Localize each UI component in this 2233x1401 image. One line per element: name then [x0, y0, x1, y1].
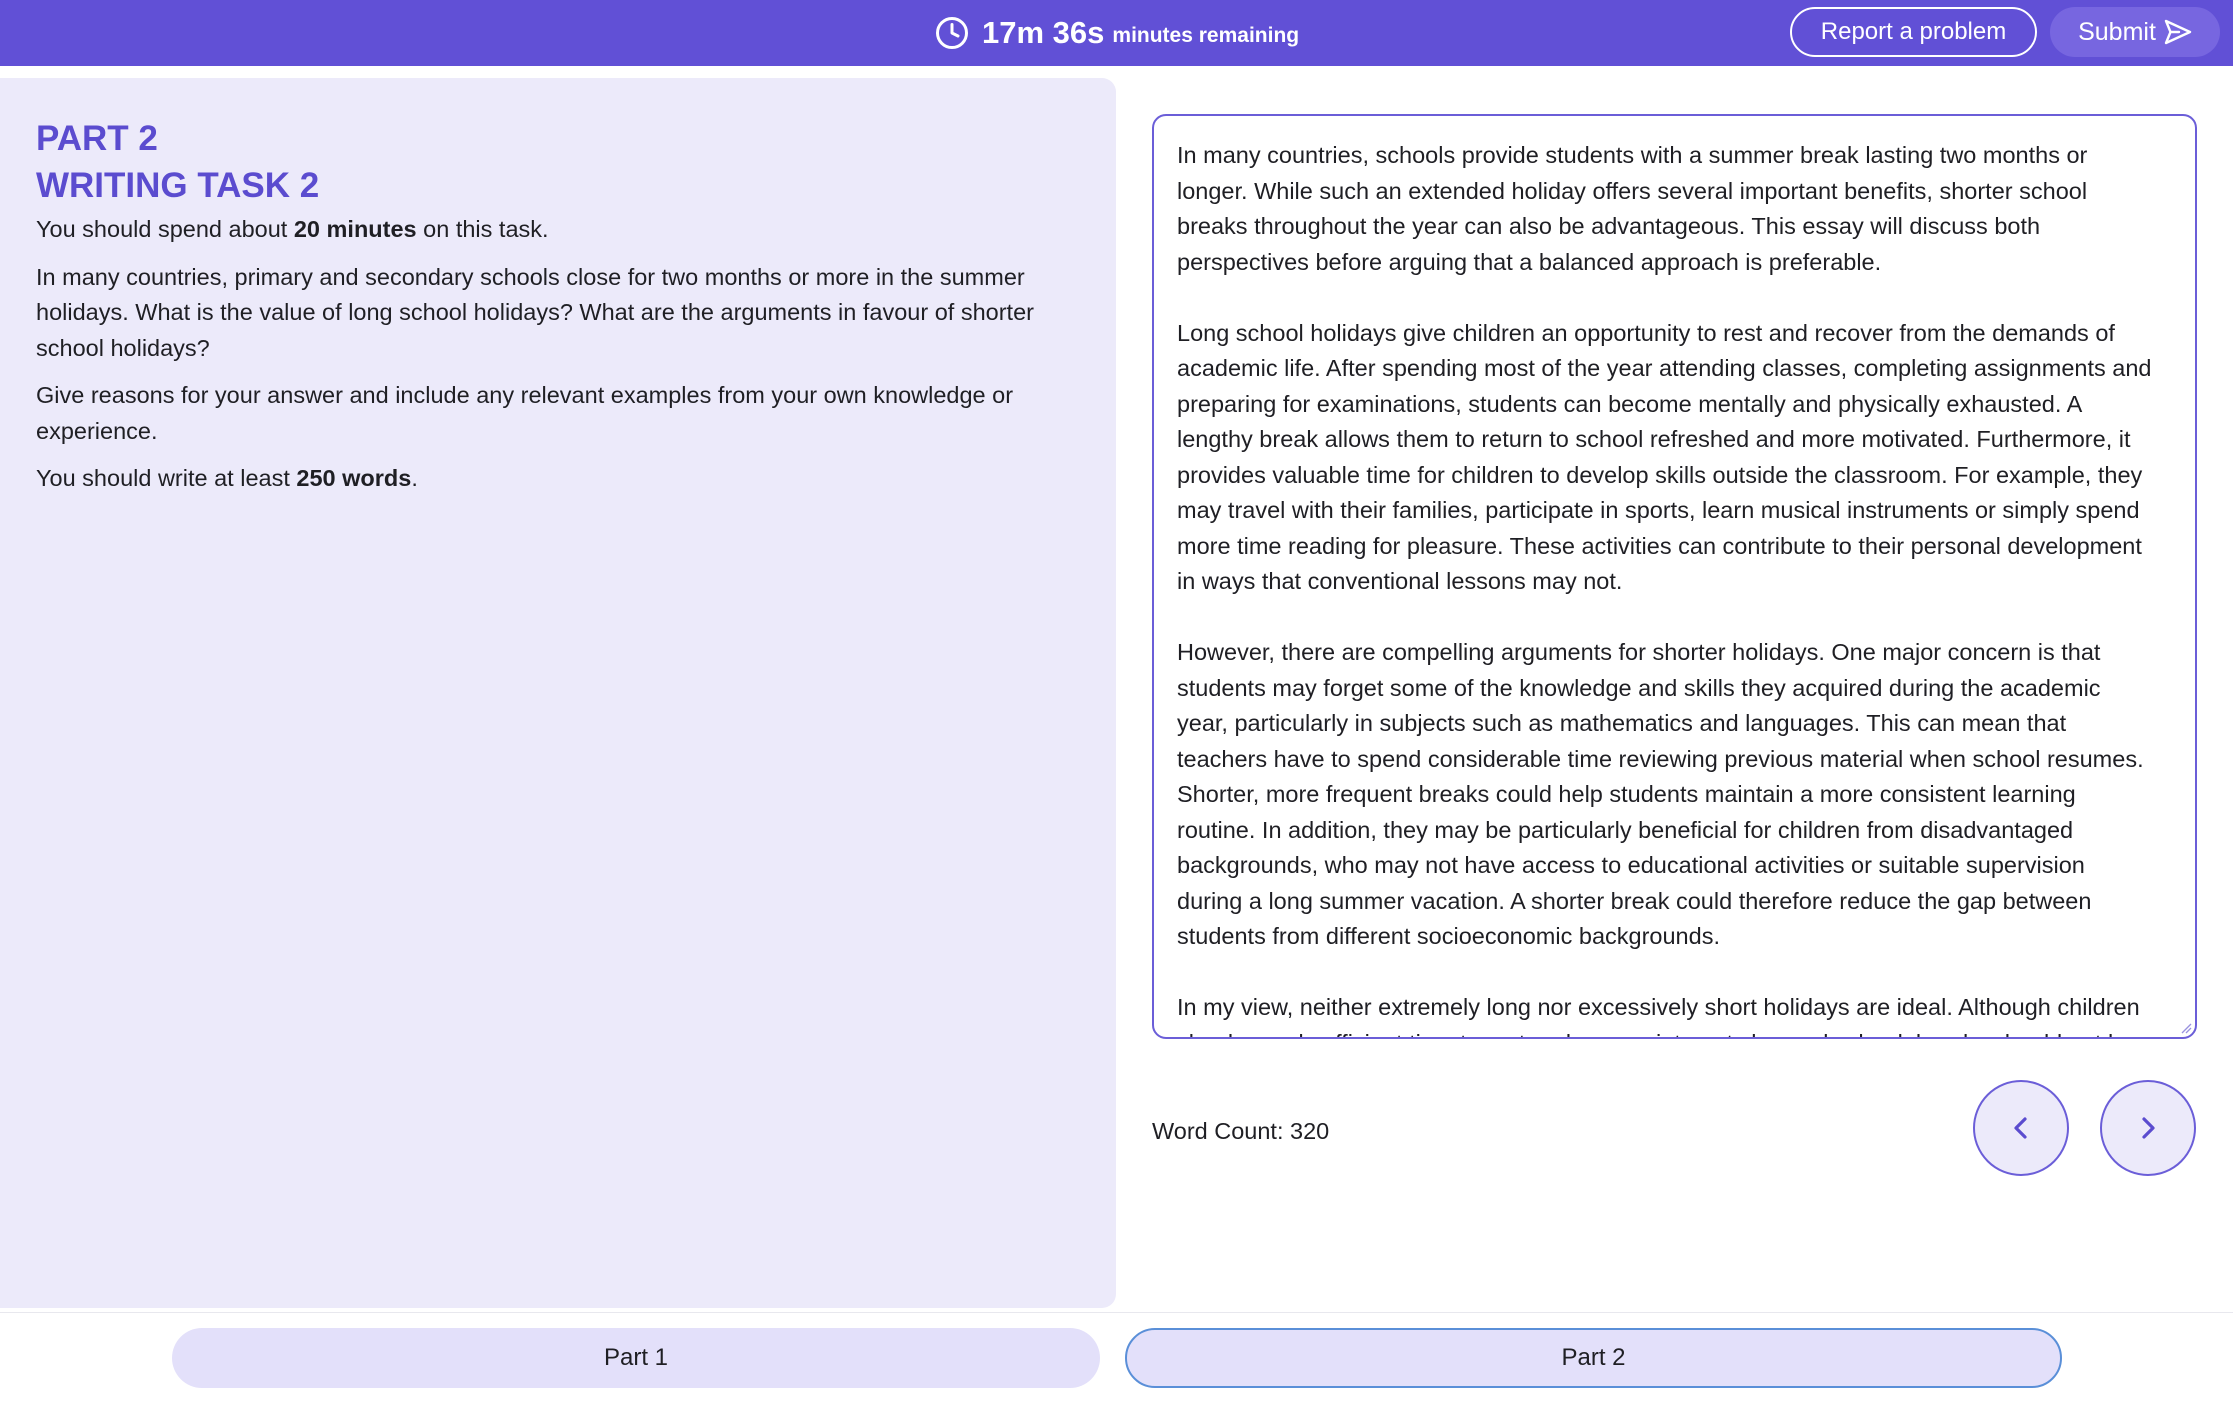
essay-editor	[1152, 114, 2197, 1039]
chevron-left-icon	[2006, 1113, 2036, 1143]
timer	[935, 0, 1299, 66]
report-problem-button[interactable]	[1790, 7, 2037, 57]
task-title: WRITING TASK 2	[36, 166, 320, 205]
word-instruction-bold: 250 words	[296, 465, 412, 491]
task-reasons: Give reasons for your answer and include any relevant examples from your own knowledge or experience.	[36, 382, 1014, 444]
submit-label: Submit	[2078, 17, 2156, 46]
next-button[interactable]	[2100, 1080, 2196, 1176]
report-problem-label: Report a problem	[1820, 18, 2007, 45]
top-bar	[0, 0, 2233, 66]
send-icon	[2164, 19, 2192, 45]
tab-part-2-label: Part 2	[1561, 1344, 1626, 1371]
task-panel	[0, 78, 1116, 1308]
time-instruction	[36, 212, 1080, 248]
word-instruction-prefix: You should write at least	[36, 465, 297, 491]
resize-grip-icon[interactable]	[2180, 1022, 2192, 1034]
chevron-right-icon	[2133, 1113, 2163, 1143]
submit-button[interactable]	[2050, 7, 2220, 57]
task-question: In many countries, primary and secondary schools close for two months or more in the summer holidays. What is the value of long school holidays? What are the arguments in favour of shorter school holidays?	[36, 263, 1034, 361]
part-title: PART 2	[36, 119, 158, 158]
time-instruction-prefix: You should spend about	[36, 216, 294, 242]
time-instruction-bold: 20 minutes	[293, 216, 417, 242]
tab-part-2[interactable]	[1125, 1328, 2062, 1388]
tab-part-1[interactable]	[172, 1328, 1100, 1388]
part-navigation-bar	[0, 1312, 2233, 1401]
timer-unit-label: minutes remaining	[1112, 23, 1300, 47]
time-instruction-suffix: on this task.	[416, 216, 549, 242]
word-count: Word Count: 320	[1152, 1118, 1330, 1144]
word-instruction-suffix: .	[411, 465, 418, 491]
timer-value: 17m 36s	[982, 15, 1105, 50]
essay-textarea[interactable]	[1154, 116, 2155, 1039]
word-instruction	[36, 461, 1080, 497]
previous-button[interactable]	[1973, 1080, 2069, 1176]
clock-icon	[935, 16, 969, 50]
tab-part-1-label: Part 1	[603, 1344, 669, 1371]
